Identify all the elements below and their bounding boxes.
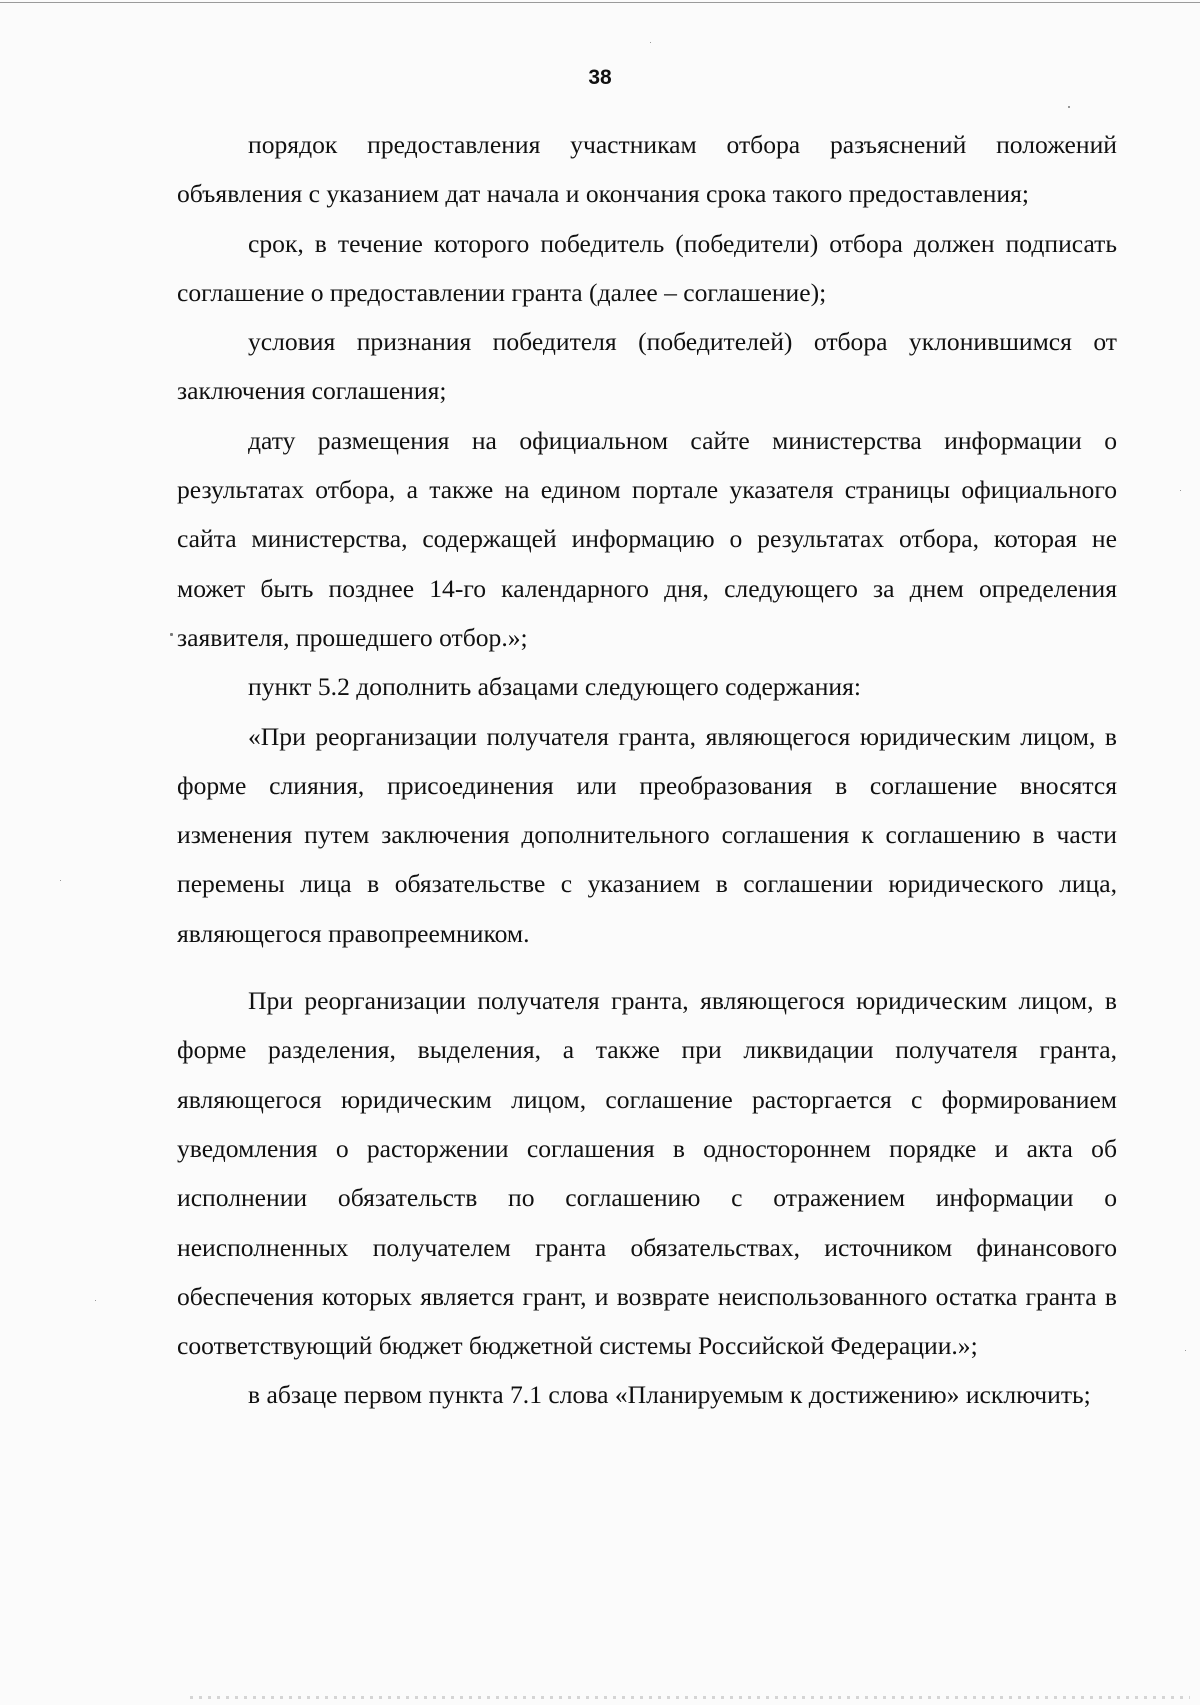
scan-speck <box>1180 490 1181 491</box>
scan-speck <box>1068 106 1070 108</box>
scan-top-edge <box>0 2 1200 3</box>
paragraph-clarification-procedure: порядок предоставления участникам отбора разъяснений положений объявления с указанием дат начала и окончания срока такого предоставления; <box>177 130 1117 209</box>
scan-speck <box>95 1300 96 1301</box>
paragraph-clause-5-2-amendment: пункт 5.2 дополнить абзацами следующего содержания: <box>248 672 861 702</box>
page-number: 38 <box>588 66 612 89</box>
scan-bottom-edge <box>190 1696 1190 1699</box>
scan-speck <box>650 42 651 43</box>
paragraph-signing-deadline: срок, в течение которого победитель (победители) отбора должен подписать соглашение о предоставлении гранта (далее – соглашение); <box>177 228 1117 307</box>
document-body <box>177 120 1117 1420</box>
paragraph-reorganization-division: При реорганизации получателя гранта, являющегося юридическим лицом, в форме разделения, выделения, а также при ликвидации получателя гранта, являющегося юридическим лицом, соглашение расторгается с формированием уведомления о расторжении соглашения в одностороннем порядке и акта об исполнении обязательств по соглашению с отражением информации о неисполненных получателем гранта обязательствах, источником финансового обеспечения которых является грант, и возврате неиспользованного остатка гранта в соответствующий бюджет бюджетной системы Российской Федерации.»; <box>177 986 1117 1361</box>
paragraph-reorganization-merger: «При реорганизации получателя гранта, являющегося юридическим лицом, в форме слияния, присоединения или преобразования в соглашение вносятся изменения путем заключения дополнительного соглашения к соглашению в части перемены лица в обязательстве с указанием в соглашении юридического лица, являющегося правопреемником. <box>177 721 1117 948</box>
paragraph-clause-7-1-amendment: в абзаце первом пункта 7.1 слова «Планируемым к достижению» исключить; <box>248 1380 1091 1410</box>
scan-speck <box>1185 1350 1186 1351</box>
paragraph-evasion-conditions: условия признания победителя (победителей) отбора уклонившимся от заключения соглашения; <box>177 327 1117 406</box>
scan-speck <box>60 880 61 881</box>
scan-speck <box>170 633 173 636</box>
paragraph-results-publication: дату размещения на официальном сайте министерства информации о результатах отбора, а также на едином портале указателя страницы официального сайта министерства, содержащей информацию о результатах отбора, которая не может быть позднее 14-го календарного дня, следующего за днем определения заявителя, прошедшего отбор.»; <box>177 425 1117 652</box>
